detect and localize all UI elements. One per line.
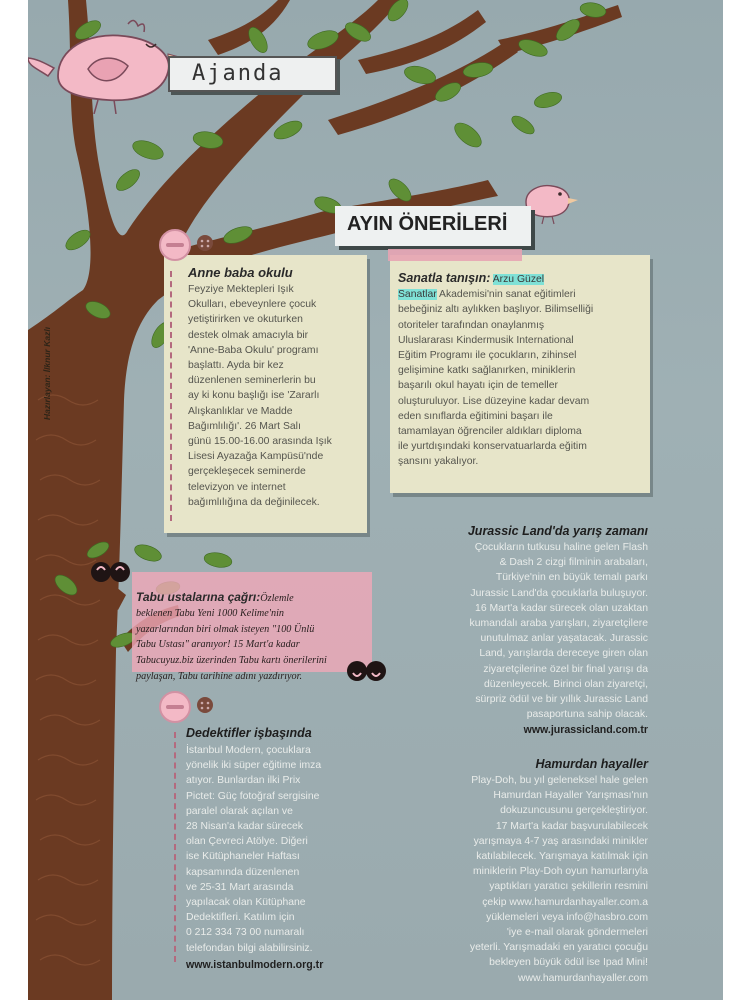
article-body: bebeğiniz altı aylıkken başlıyor. Bilimselliği otoriteler tarafından onaylanmış Uluslararası Kindermusik International Eğitim Programı ile çocukların, zihinsel gelişimine katkı sağlanırken, miniklerin başarılı okul hayatı için de temeller oluşturuluyor. Lise düzeyine kadar devam eden sınıflarda eğitimini başarı ile tamamlayan öğrenciler aldıkları diploma ile yurtdışındaki konservatuarlarda eğitim şansını yakalıyor. (398, 304, 594, 468)
article-title: Hamurdan hayaller (535, 757, 648, 771)
page-heading: AYIN ÖNERİLERİ (335, 206, 531, 246)
article-body-inline: Akademisi'nin sanat eğitimleri (436, 289, 576, 301)
article-body: Özlemle beklenen Tabu Yeni 1000 Kelime'nin yazarlarından biri olmak isteyen "100 Ünlü Tabu Ustası" aranıyor! 15 Mart'a kadar Tabucuyuz.biz üzerinden Tabu kartı önerilerini paylaşan, Tabu tarihine adını yazdırıyor. (136, 592, 327, 682)
article-title: Anne baba okulu (188, 265, 293, 280)
article-anne-baba (164, 255, 367, 533)
quote-close-icon (346, 655, 388, 687)
magazine-page (28, 0, 723, 1000)
section-label: Ajanda (168, 56, 337, 92)
article-body: Çocukların tutkusu haline gelen Flash & Dash 2 cizgi filminin arabaları, Türkiye'nin en büyük temalı parkı Jurassic Land'da çocuklarla buluşuyor. 16 Mart'a kadar sürecek olan uzaktan kumandalı araba yarışları, ziyaretçilere unutulmaz anlar yaşatacak. Jurassic Land, yarışlarda dereceye giren olan ziyaretçilerine özel bir final yarışı da düzenleyecek. Birinci olan ziyaretçi, sürpriz ödül ve bir yıllık Jurassic Land pasaportuna sahip olacak. (469, 542, 648, 721)
article-jurassic (404, 524, 648, 736)
tape-strip (388, 249, 522, 261)
article-body: Feyziye Mektepleri Işık Okulları, ebeveynlere çocuk yetiştirirken ve okuturken destek olmak amacıyla bir 'Anne-Baba Okulu' programı başlattı. Ayda bir kez düzenlenen seminerlerin bu ay ki konu başlığı ise 'Zararlı Alışkanlıklar ve Madde Bağımlılığı'. 26 Mart Salı günü 15.00-16.00 arasında Işık Lisesi Ayazağa Kampüsü'nde gerçekleşecek seminerde televizyon ve internet bağımlılığına da değinilecek. (188, 284, 332, 508)
article-link[interactable]: www.istanbulmodern.org.tr (186, 959, 324, 971)
quote-open-icon (90, 556, 132, 588)
bird-icon (28, 14, 188, 114)
button-icon (158, 690, 218, 724)
article-title: Tabu ustalarına çağrı: (136, 589, 261, 604)
article-link[interactable]: www.jurassicland.com.tr (523, 724, 648, 737)
article-body: Play-Doh, bu yıl geleneksel hale gelen Hamurdan Hayaller Yarışması'nın dokuzuncusunu gerçekleştiriyor. 17 Mart'a kadar başvurulabilecek yarışmaya 4-7 yaş arasındaki minikler katılabilecek. Yarışmaya katılmak için miniklerin Play-Doh oyun hamurlarıyla yaptıkları yaratıcı şekillerin resmini çekip www.hamurdanhayaller.com.a yüklemeleri veya info@hasbro.com 'iye e-mail olarak göndermeleri yeterli. Yarışmadaki en yaratıcı çocuğu bekleyen büyük ödül ise Ipad Mini! www.hamurdanhayaller.com (469, 775, 648, 984)
highlight-text: Sanatlar (398, 289, 437, 301)
article-title: Jurassic Land'da yarış zamanı (467, 524, 648, 538)
highlight-text: Arzu Güzel (492, 274, 545, 285)
stitch-line (174, 732, 176, 962)
article-hamurdan (404, 757, 648, 986)
stitch-line (170, 271, 172, 521)
article-sanat (390, 255, 650, 493)
article-body: İstanbul Modern, çocuklara yönelik iki süper eğitime imza atıyor. Bunlardan ilki Prix Pictet: Güç fotoğraf sergisine paralel olarak açılan ve 28 Nisan'a kadar sürecek olan Çevreci Atölye. Diğeri ise Kütüphaneler Haftası kapsamında düzenlenen ve 25-31 Mart arasında yapılacak olan Kütüphane Dedektifleri. Katılım için 0 212 334 73 00 numaralı telefondan bilgi alabilirsiniz. (186, 745, 322, 954)
credit-line: Hazırlayan: İlknur Kazlı (42, 326, 52, 420)
article-title: Sanatla tanışın: (398, 271, 491, 285)
article-title: Dedektifler işbaşında (186, 726, 312, 740)
button-icon (158, 228, 218, 262)
article-tabu (132, 572, 372, 682)
